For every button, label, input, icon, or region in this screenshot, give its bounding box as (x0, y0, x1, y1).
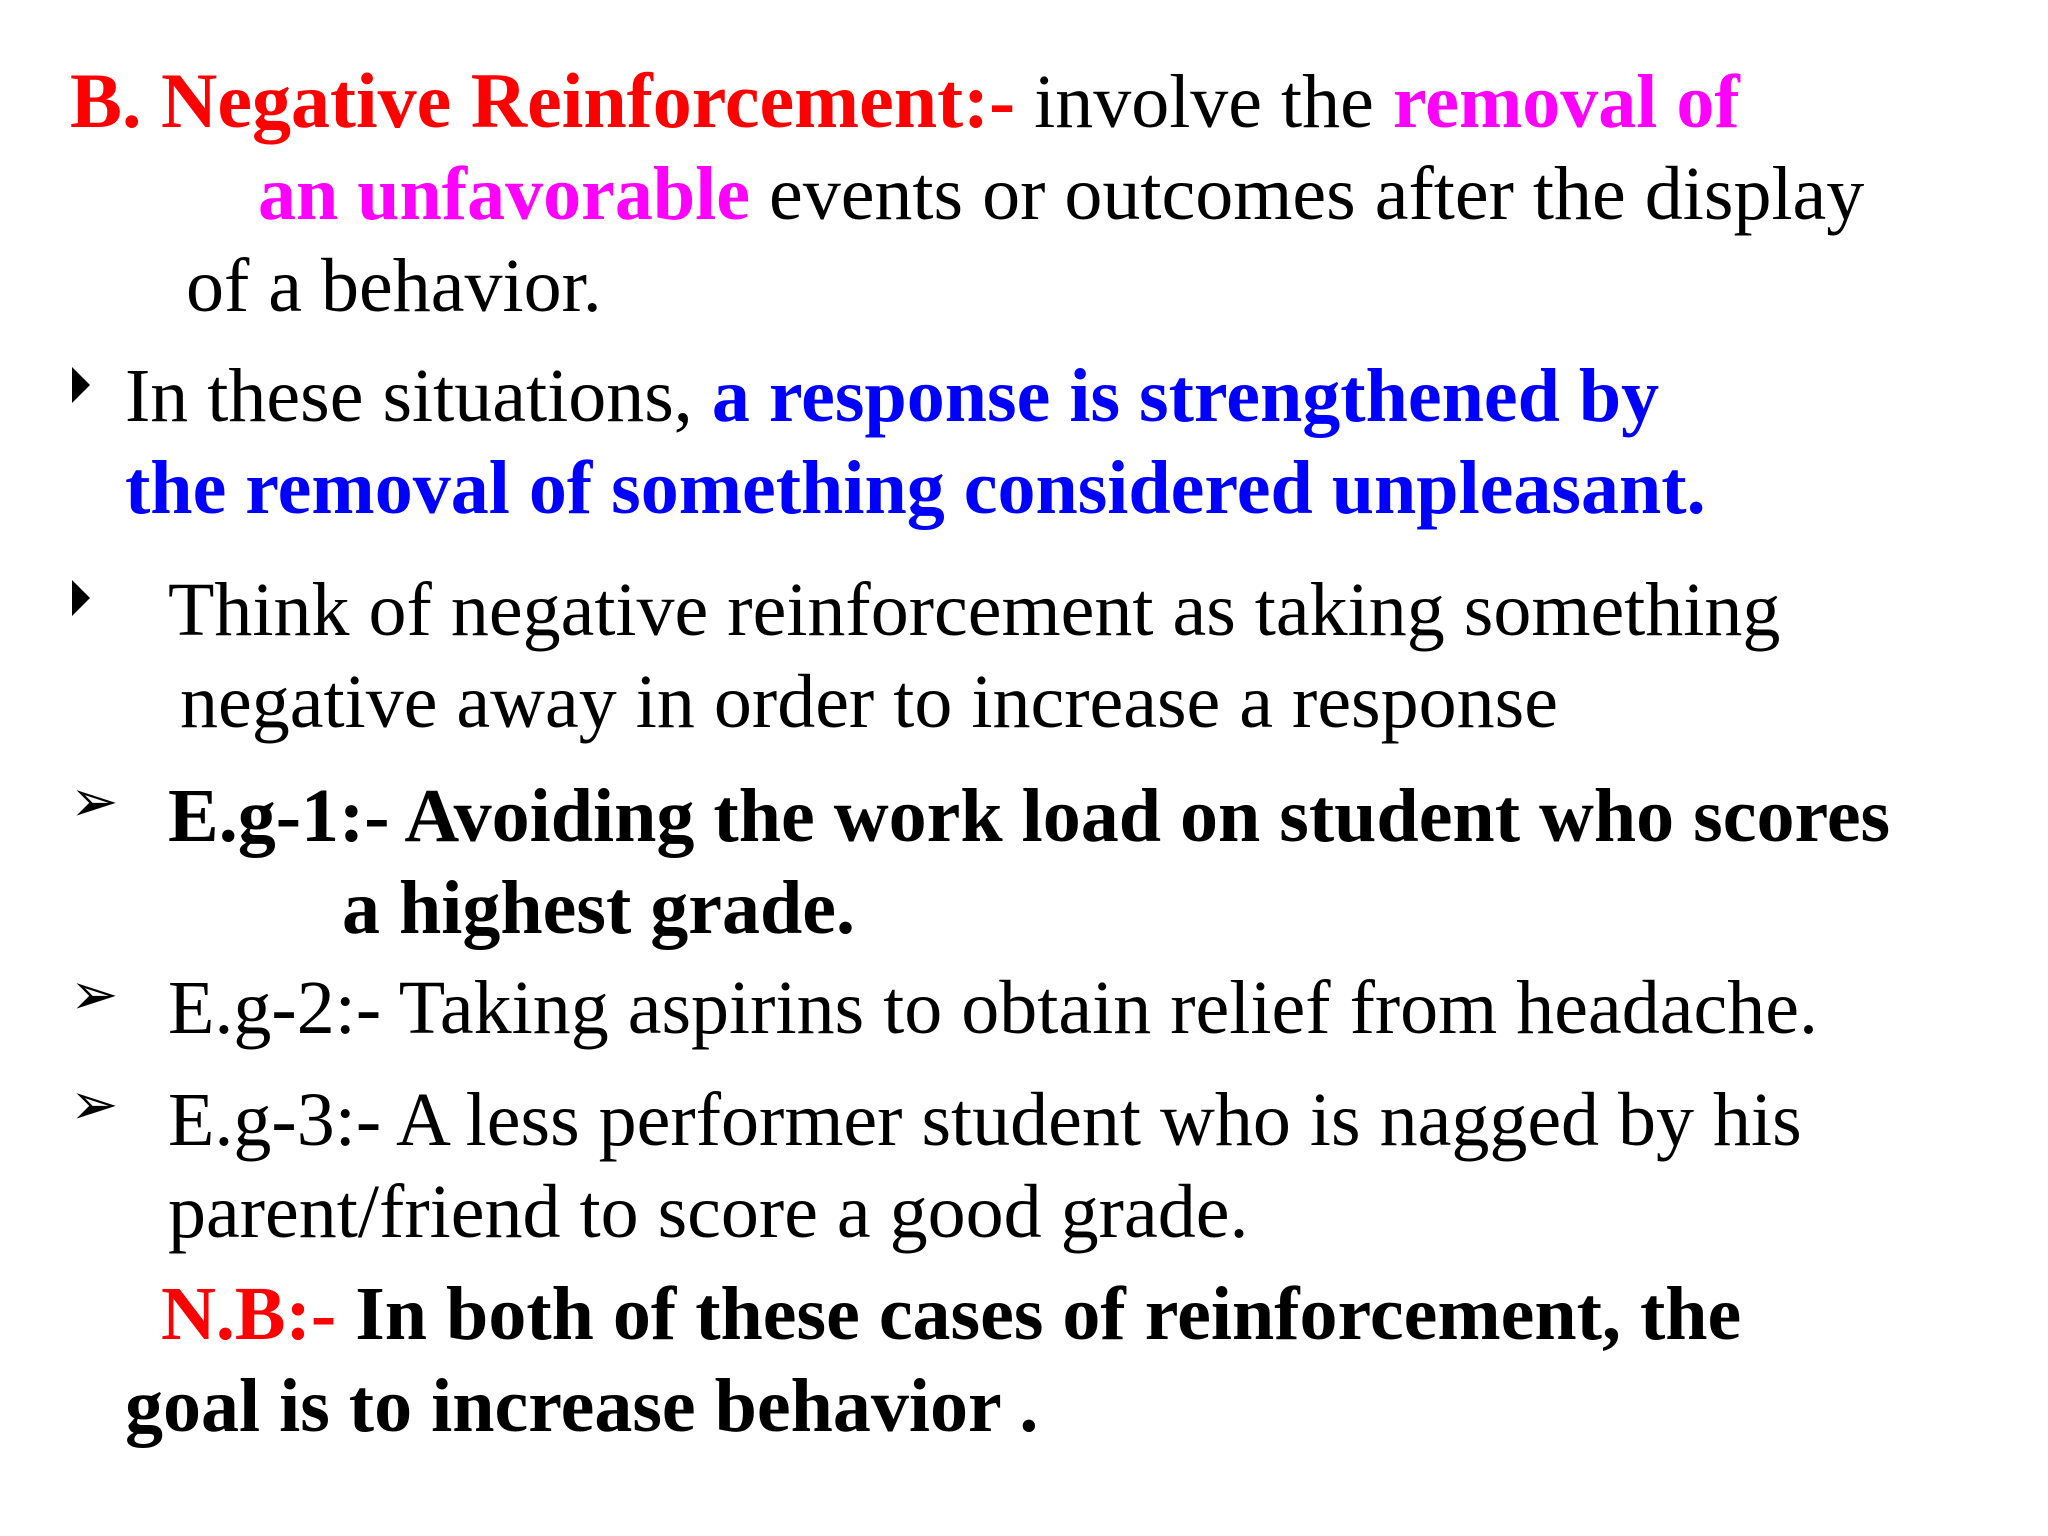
heading-text-3: of a behavior. (186, 244, 602, 328)
triangle-bullet-icon (72, 580, 90, 616)
highlight-unfavorable: an unfavorable (258, 152, 750, 236)
note-line-2: goal is to increase behavior . (125, 1364, 1039, 1448)
heading-text-2: events or outcomes after the display (749, 152, 1865, 236)
heading-paragraph (70, 55, 1960, 332)
note-label: N.B:- (161, 1272, 337, 1356)
heading-line-3 (70, 240, 1960, 332)
example-1-line-1: E.g-1:- Avoiding the work load on student who scores (168, 774, 1891, 858)
bullet-situations-emphasis-2: the removal of something considered unpleasant. (125, 446, 1706, 530)
bullet-think (168, 564, 1920, 748)
bullet-situations-emphasis-1: a response is strengthened by (711, 354, 1660, 438)
bullet-think-line-2: negative away in order to increase a response (180, 660, 1558, 744)
example-3 (168, 1074, 1998, 1258)
arrow-bullet-icon: ➢ (70, 767, 119, 835)
bullet-situations-plain: In these situations, (125, 354, 712, 438)
heading-line-1 (70, 55, 1960, 148)
heading-line-2 (70, 148, 1960, 240)
bullet-situations-line-1 (125, 350, 1945, 442)
title-suffix: :- (963, 57, 1016, 144)
example-2-line-1: E.g-2:- Taking aspirins to obtain relief from headache. (168, 966, 1818, 1050)
arrow-bullet-icon: ➢ (70, 1070, 119, 1138)
example-1-line-2: a highest grade. (342, 866, 855, 950)
bullet-situations-line-2 (125, 442, 1945, 534)
arrow-bullet-icon: ➢ (70, 960, 119, 1028)
slide-title: B. Negative Reinforcement (70, 57, 964, 144)
example-2 (168, 962, 1968, 1054)
note-line-1 (125, 1268, 1955, 1360)
triangle-bullet-icon (72, 367, 90, 403)
note-text-1: In both of these cases of reinforcement, the (336, 1272, 1742, 1356)
example-1 (168, 770, 1958, 954)
note-paragraph (125, 1268, 1955, 1452)
highlight-removal: removal of (1392, 60, 1740, 144)
example-3-line-2: parent/friend to score a good grade. (168, 1170, 1249, 1254)
bullet-think-line-1: Think of negative reinforcement as taking something (168, 568, 1781, 652)
example-3-line-1: E.g-3:- A less performer student who is nagged by his (168, 1078, 1802, 1162)
bullet-situations (125, 350, 1945, 534)
heading-text-1: involve the (1015, 60, 1393, 144)
